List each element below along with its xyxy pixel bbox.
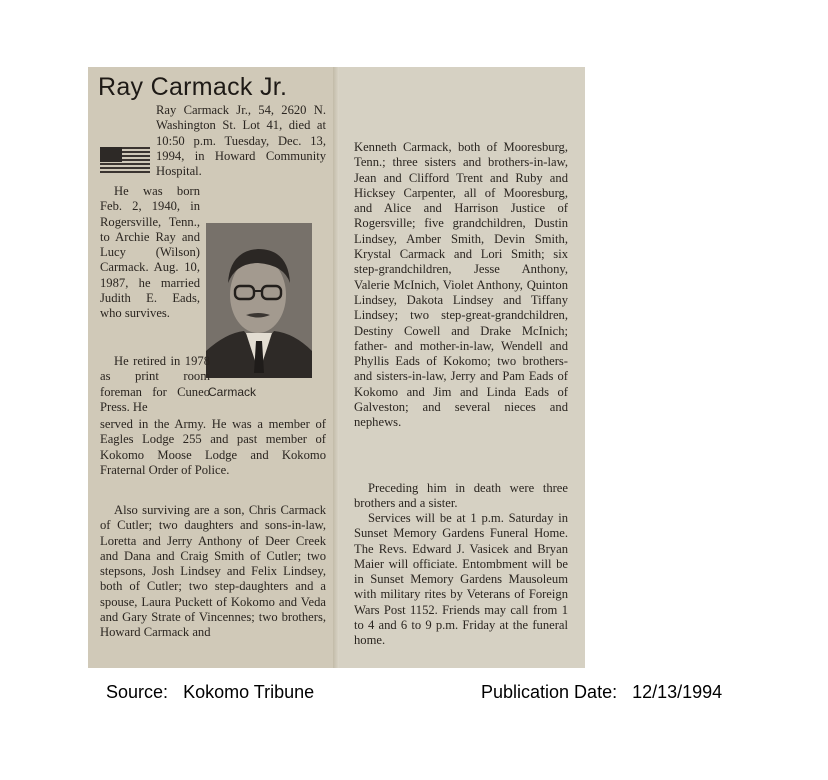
photo-caption: Carmack (208, 385, 257, 399)
publication-date-value: 12/13/1994 (632, 682, 723, 702)
preceding-in-death-paragraph: Preceding him in death were three brothers and a sister. (354, 481, 568, 511)
source-label: Source: (106, 682, 169, 702)
source-value: Kokomo Tribune (183, 682, 315, 702)
portrait-image-icon (206, 223, 312, 378)
publication-date-label: Publication Date: (481, 682, 618, 702)
newspaper-clipping (88, 67, 585, 668)
birth-paragraph: He was born Feb. 2, 1940, in Rogersville, Tenn., to Archie Ray and Lucy (Wilson) Carmack. Aug. 10, 1987, he married Judith E. Eads, who survives. (100, 184, 200, 321)
publication-date-line (481, 682, 722, 703)
obituary-headline: Ray Carmack Jr. (98, 73, 288, 101)
obituary-lead-paragraph: Ray Carmack Jr., 54, 2620 N. Washington St. Lot 41, died at 10:50 p.m. Tuesday, Dec. 13, 1994, in Howard Community Hospital. (156, 103, 326, 179)
retirement-paragraph-end: served in the Army. He was a member of Eagles Lodge 255 and past member of Kokomo Moose Lodge and Kokomo Fraternal Order of Police. (100, 417, 326, 477)
survivors-paragraph: Also surviving are a son, Chris Carmack of Cutler; two daughters and sons-in-law, Loretta and Jerry Anthony of Deer Creek and Dana and Craig Smith of Cutler; two stepsons, Josh Lindsey and Felix Lindsey, both of Cutler; two step-daughters and a spouse, Laura Puckett of Kokomo and Veda and Gary Strate of Vincennes; two brothers, Howard Carmack and (100, 503, 326, 640)
retirement-paragraph-start: He retired in 1978 as print room foreman for Cuneo Press. He (100, 354, 210, 414)
source-line (106, 682, 314, 703)
column-fold-shadow (333, 67, 339, 668)
survivors-continued-paragraph: Kenneth Carmack, both of Mooresburg, Tenn.; three sisters and brothers-in-law, Jean and Clifford Trent and Ruby and Hicksey Carpenter, all of Mooresburg, and Alice and Harrison Justice of Rogersville; five grandchildren, Dustin Lindsey, Amber Smith, Devin Smith, Krystal Carmack and Lori Smith; six step-grandchildren, Jesse Anthony, Valerie McInich, Violet Anthony, Quinton Lindsey, Dakota Lindsey and Tiffany Lindsey; two step-great-grandchildren, Destiny Cowell and Drake McInich; father- and mother-in-law, Wendell and Phyllis Eads of Kokomo; two brothers- and sisters-in-law, Jerry and Pam Eads of Kokomo and Jim and Linda Eads of Galveston; and several nieces and nephews. (354, 140, 568, 430)
portrait-photo (206, 223, 312, 378)
services-paragraph: Services will be at 1 p.m. Saturday in Sunset Memory Gardens Funeral Home. The Revs. Edward J. Vasicek and Bryan Maier will officiate. Entombment will be in Sunset Memory Gardens Mausoleum with military rites by Veterans of Foreign Wars Post 1152. Friends may call from 1 to 4 and 6 to 9 p.m. Friday at the funeral home. (354, 511, 568, 648)
